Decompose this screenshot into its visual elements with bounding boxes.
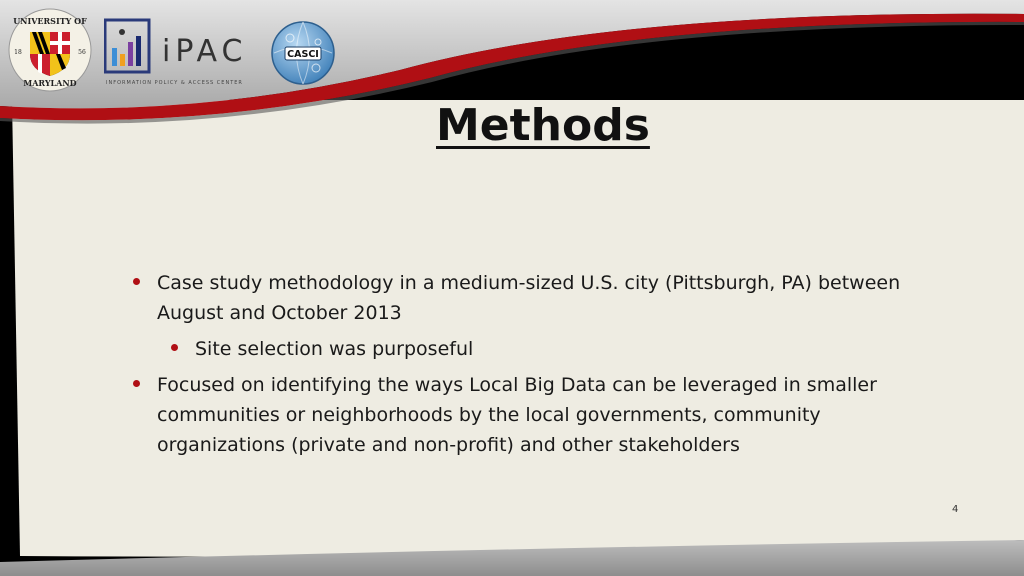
bullet-dot-icon: [171, 344, 178, 351]
ipac-logo: [104, 16, 264, 90]
bullet-text: Focused on identifying the ways Local Big Data can be leveraged in smaller communities or neighborhoods by the local governments, community organizations (private and non-profit) and other stakeholders: [157, 374, 877, 456]
bullet-dot-icon: [133, 380, 140, 387]
bullet-item: [133, 370, 953, 460]
bullet-text: Site selection was purposeful: [195, 338, 474, 360]
sub-bullet-item: [171, 334, 953, 364]
page-number: 4: [952, 504, 959, 515]
ipac-subtitle: INFORMATION POLICY & ACCESS CENTER: [106, 80, 243, 86]
casci-globe-logo: [270, 20, 336, 86]
umd-seal-top-text: UNIVERSITY OF: [13, 16, 87, 26]
umd-seal-year-right: 56: [78, 49, 86, 56]
bullet-list: [133, 268, 953, 466]
university-of-maryland-seal-icon: [8, 8, 92, 92]
ipac-wordmark: iPAC: [162, 34, 248, 69]
umd-seal-bottom-text: MARYLAND: [23, 78, 77, 88]
bullet-text: Case study methodology in a medium-sized U.S. city (Pittsburgh, PA) between August and October 2013: [157, 272, 901, 324]
bullet-item: [133, 268, 953, 328]
bullet-dot-icon: [133, 278, 140, 285]
slide-title: Methods: [436, 100, 650, 151]
umd-seal-year-left: 18: [14, 49, 22, 56]
ipac-bars-icon: [104, 16, 154, 76]
casci-label: CASCI: [287, 49, 319, 60]
